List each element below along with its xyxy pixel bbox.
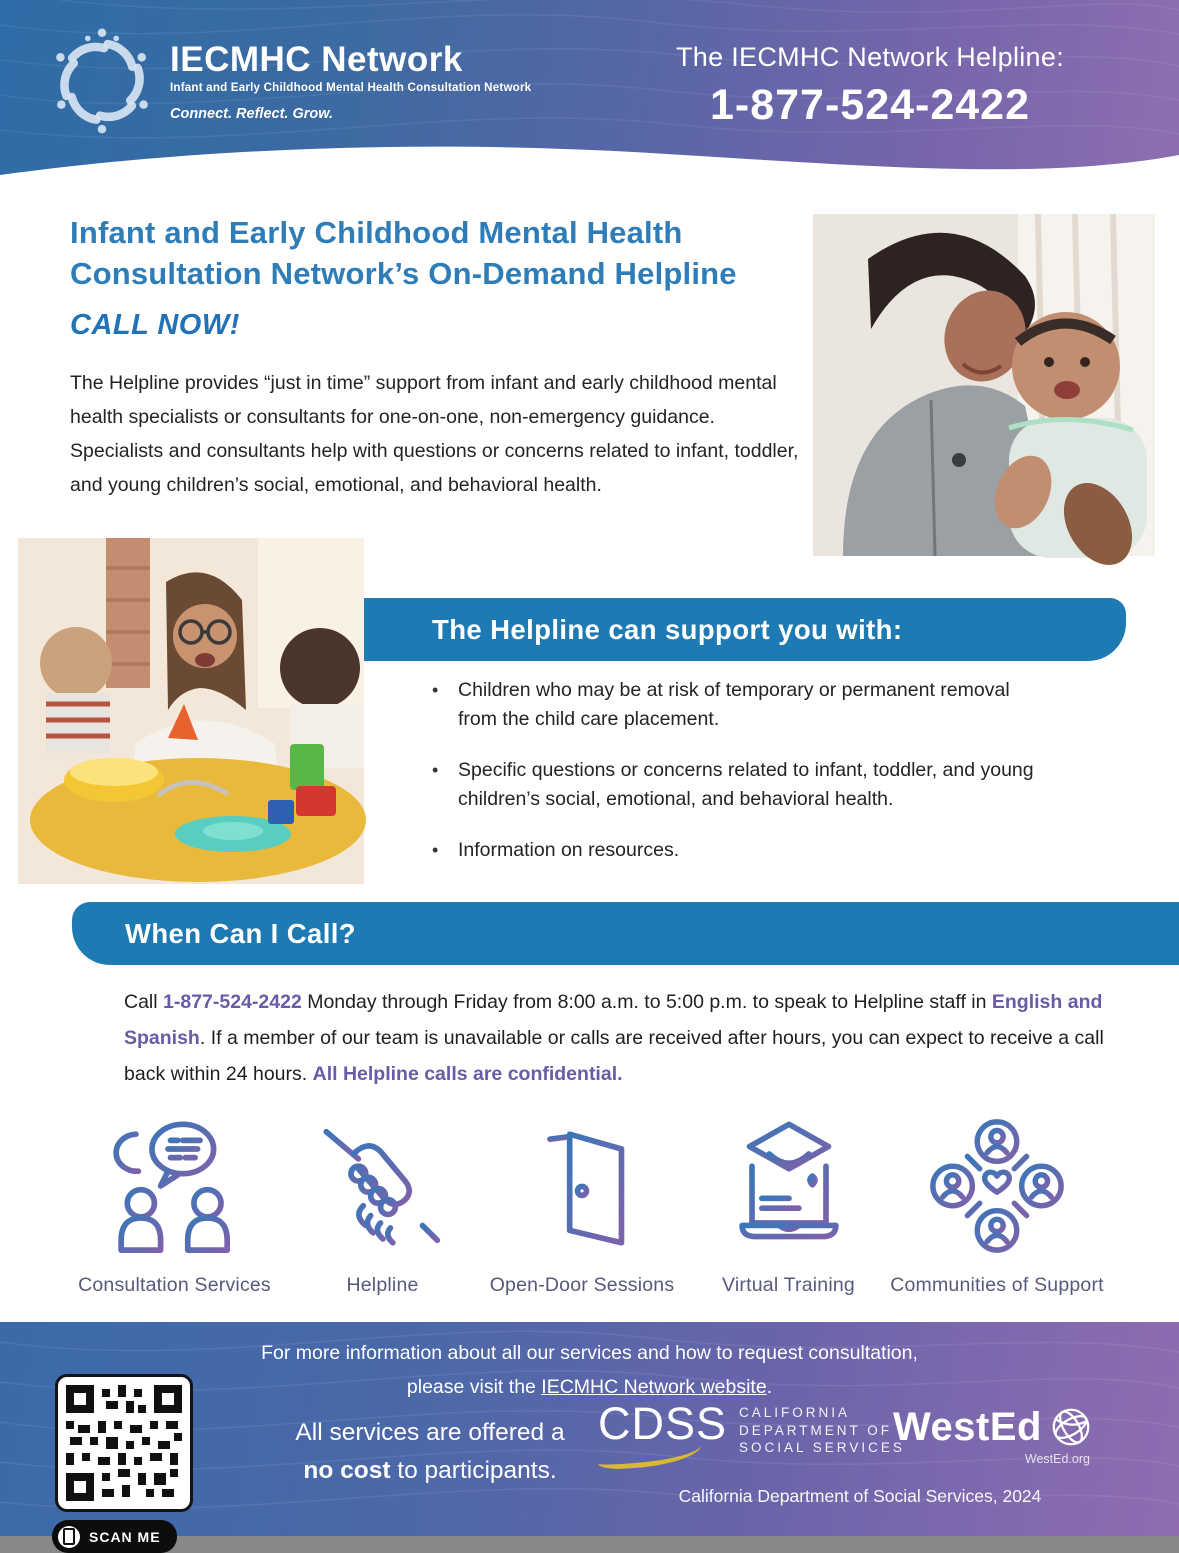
no-cost-bold: no cost [303,1457,391,1484]
bullet-item [432,836,1047,865]
support-heading: The Helpline can support you with: [432,613,903,645]
wested-logo [893,1404,1094,1466]
bullet-dot: • [432,680,439,700]
service-label: Consultation Services [78,1274,271,1296]
service-label: Communities of Support [890,1274,1104,1296]
qr-code [55,1374,193,1512]
bullet-text: Information on resources. [458,839,680,861]
support-bullet-list [432,676,1047,887]
page-title: Infant and Early Childhood Mental Health Consultation Network’s On-Demand Helpline [70,215,737,291]
copyright-text: California Department of Social Services, 2024 [678,1486,1042,1506]
helpline-number: 1-877-524-2422 [709,81,1031,129]
open-door-icon [508,1112,656,1260]
when-paragraph: Call 1-877-524-2422 Monday through Friday from 8:00 a.m. to 5:00 p.m. to speak to Helpline staff in English and Spanish. If a member of our team is unavailable or calls are received after hours, you can expect to receive a call back within 24 hours. All Helpline calls are confidential. [124,991,1104,1085]
logo-tagline: Connect. Reflect. Grow. [170,106,334,122]
service-consultation [52,1112,297,1297]
cdss-logo [598,1398,905,1467]
helpline-label: The IECMHC Network Helpline: [675,42,1064,72]
cdss-line: DEPARTMENT OF [739,1422,893,1438]
footer-info-suffix: . [766,1376,773,1398]
communities-of-support-icon [923,1112,1071,1260]
cdss-line: SOCIAL SERVICES [739,1440,905,1455]
service-open-door [472,1112,692,1297]
service-helpline [300,1112,465,1297]
logo-subtitle: Infant and Early Childhood Mental Health Consultation Network [170,81,532,94]
iecmhc-website-link[interactable]: IECMHC Network website [541,1376,767,1398]
bullet-item [432,756,1047,814]
service-virtual-training [696,1112,881,1297]
bullet-text: Specific questions or concerns related to infant, toddler, and young children’s social, emotional, and behavioral health. [458,759,1034,810]
phone-icon [58,1526,80,1548]
consultation-services-icon [94,1112,254,1260]
wested-globe-icon [1048,1404,1094,1450]
service-communities [868,1112,1126,1297]
helpline-icon [309,1112,457,1260]
footer-info-line1: For more information about all our services and how to request consultation, [261,1342,918,1364]
photo-mother-baby [813,214,1155,556]
wested-wordmark: WestEd [893,1404,1042,1449]
intro-paragraph: The Helpline provides “just in time” support from infant and early childhood mental health specialists or consultants for one-on-one, non-emergency guidance. Specialists and consultants help with questions or concerns related to infant, toddler, and young children’s social, emotional, and behavioral health. [70,372,799,496]
footer-info-prefix: please visit the [406,1376,542,1398]
service-label: Open-Door Sessions [489,1274,675,1296]
bullet-text: Children who may be at risk of temporary or permanent removal from the child care placement. [458,679,1010,730]
logo-title: IECMHC Network [170,40,463,79]
call-now-text: CALL NOW! [70,309,240,341]
when-heading-banner [72,902,1179,965]
bullet-dot: • [432,840,439,860]
scan-me-label: SCAN ME [89,1528,161,1545]
header-wave [0,135,1179,197]
no-cost-line1: All services are offered a [295,1419,565,1446]
service-label: Virtual Training [722,1274,855,1296]
bullet-dot: • [432,760,439,780]
cdss-wordmark: CDSS [598,1398,728,1449]
photo-classroom [18,538,364,884]
support-heading-banner [340,598,1126,661]
cdss-line: CALIFORNIA [739,1405,851,1420]
footer-banner [0,1322,1179,1545]
service-label: Helpline [346,1274,419,1296]
scan-me-pill [52,1520,177,1553]
iecmhc-logo-icon [50,24,154,136]
no-cost-rest: to participants. [390,1457,557,1484]
bullet-item [432,676,1047,734]
wested-url: WestEd.org [1024,1452,1090,1466]
virtual-training-icon [715,1112,863,1260]
header-banner [0,0,1179,196]
when-heading: When Can I Call? [125,917,356,949]
